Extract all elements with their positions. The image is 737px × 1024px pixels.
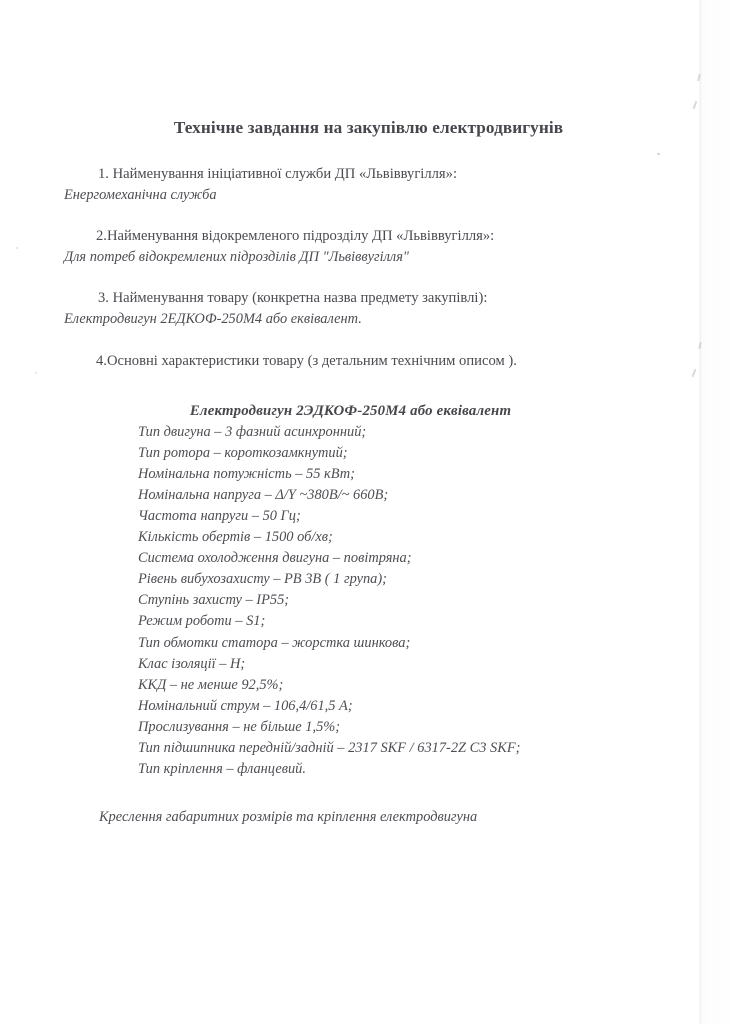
spec-line: Режим роботи – S1; <box>138 613 266 630</box>
spec-line: Тип підшипника передній/задній – 2317 SKF / 6317-2Z C3 SKF; <box>138 740 521 757</box>
spec-line: Номінальний струм – 106,4/61,5 А; <box>138 697 353 714</box>
spec-line: Клас ізоляції – Н; <box>138 655 246 672</box>
clause-3-heading: 3. Найменування товару (конкретна назва предмету закупівлі): <box>98 289 488 306</box>
spacer <box>0 139 737 164</box>
spec-line: Тип двигуна – 3 фазний асинхронний; <box>138 423 367 440</box>
spec-line: Рівень вибухозахисту – РВ 3В ( 1 група); <box>138 571 387 588</box>
spec-line: ККД – не менше 92,5%; <box>138 676 284 693</box>
page-title: Технічне завдання на закупівлю електродвигунів <box>173 118 564 137</box>
specification-title: Електродвигун 2ЭДКОФ-250М4 або еквівалент <box>189 402 512 419</box>
clause-4 <box>0 351 737 372</box>
spacer <box>0 330 737 351</box>
spec-line: Номінальна напруга – Δ/Y ~380В/~ 660В; <box>138 486 389 503</box>
spec-line: Ступінь захисту – ІР55; <box>138 592 290 609</box>
spec-line: Тип ротора – короткозамкнутий; <box>138 444 348 461</box>
spec-line: Кількість обертів – 1500 об/хв; <box>138 529 333 546</box>
footer-note: Креслення габаритних розмірів та кріплення електродвигуна <box>99 809 478 826</box>
clause-2 <box>0 226 737 268</box>
clause-2-value: Для потреб відокремлених підрозділів ДП "Львіввугілля" <box>64 248 409 265</box>
spec-line: Тип обмотки статора – жорстка шинкова; <box>138 634 411 651</box>
clause-3 <box>0 288 737 330</box>
clause-1 <box>0 164 737 206</box>
spec-line: Система охолодження двигуна – повітряна; <box>138 550 412 567</box>
spacer <box>0 206 737 226</box>
clause-4-heading: 4.Основні характеристики товару (з детальним технічним описом ). <box>96 352 517 369</box>
clause-2-heading: 2.Найменування відокремленого підрозділу ДП «Львіввугілля»: <box>96 227 495 244</box>
clause-1-heading: 1. Найменування ініціативної служби ДП «Львіввугілля»: <box>98 165 457 182</box>
specification-block <box>0 401 737 781</box>
spacer <box>0 268 737 288</box>
specification-list <box>0 422 667 781</box>
clause-1-value: Енергомеханічна служба <box>64 186 217 203</box>
spec-line: Тип кріплення – фланцевий. <box>138 761 306 778</box>
spec-line: Прослизування – не більше 1,5%; <box>138 718 341 735</box>
spec-line: Частота напруги – 50 Гц; <box>138 508 301 525</box>
spec-line: Номінальна потужність – 55 кВт; <box>138 465 355 482</box>
clause-3-value: Електродвигун 2ЕДКОФ-250М4 або еквівалент. <box>64 310 362 327</box>
